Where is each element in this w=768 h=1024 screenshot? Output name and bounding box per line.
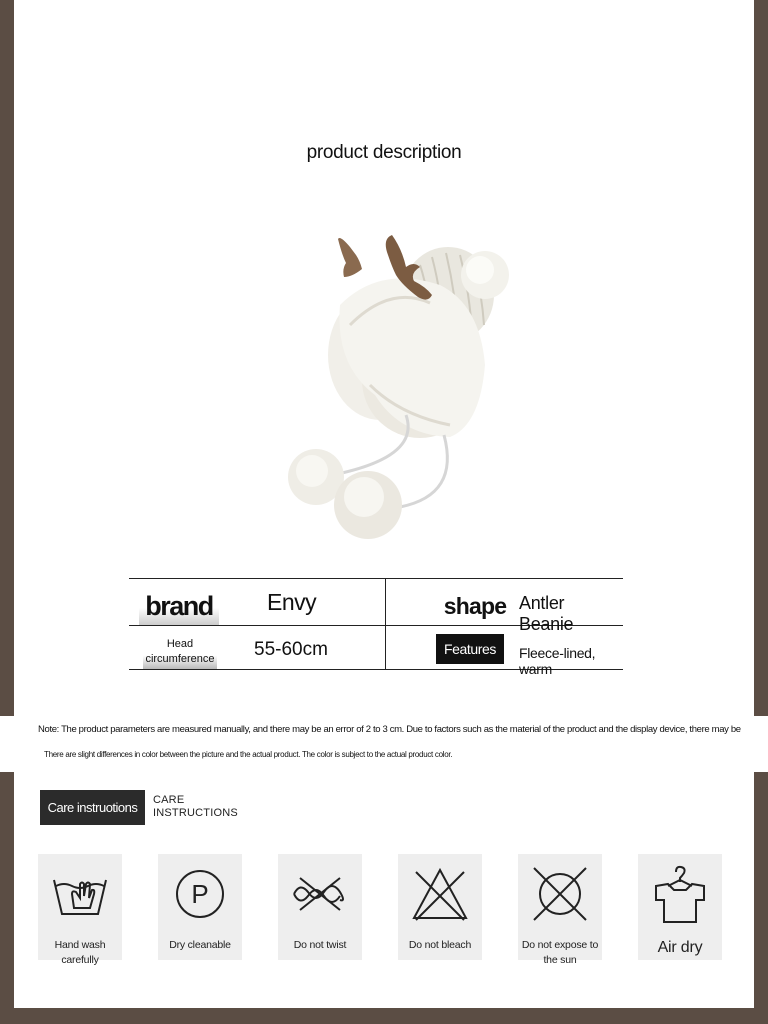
care-label-no-twist: Do not twist [293,939,347,951]
care-instructions-tag: Care instruotions [40,790,145,825]
shape-value: Antler Beanie [519,593,574,634]
brand-value: Envy [267,589,317,615]
care-label-dry-clean: Dry cleanable [169,939,231,951]
care-instructions-subtitle [153,794,238,820]
no-twist-icon [290,864,350,924]
no-bleach-icon [410,864,470,924]
head-circumference-label [143,635,217,669]
spec-table [129,578,623,677]
frame-bottom-border [0,1008,768,1024]
care-label-hand-wash: Hand wash carefully [54,939,106,966]
note-line-1: Note: The product parameters are measured manually, and there may be an error of 2 to 3 cm. Due to factors such as the material of the product and the display device, there may be [38,724,741,735]
care-card-no-twist [278,854,362,960]
dry-clean-icon [170,864,230,924]
care-card-no-bleach [398,854,482,960]
care-subtitle-line1: CARE [153,794,185,806]
care-label-no-sun: Do not expose to the sun [521,939,599,966]
features-value: Fleece-lined, warm [519,645,596,677]
brand-label: brand [139,587,219,625]
head-label-line2: circumference [145,653,215,665]
svg-text:P: P [191,879,209,909]
spec-divider-vertical [385,579,386,669]
page-title: product description [306,142,462,163]
head-label-line1: Head [166,638,194,650]
no-sun-icon [530,864,590,924]
product-image-antler-beanie [280,225,520,545]
care-card-dry-clean [158,854,242,960]
care-card-hand-wash [38,854,122,966]
air-dry-icon [650,864,710,924]
hand-wash-icon [50,864,110,924]
care-label-air-dry: Air dry [657,939,703,956]
care-card-no-sun [518,854,602,966]
care-label-no-bleach: Do not bleach [408,939,472,951]
features-label: Features [436,634,504,664]
head-circumference-value: 55-60cm [254,639,328,660]
shape-label: shape [443,592,507,619]
note-line-2: There are slight differences in color between the picture and the actual product. The color is subject to the actual product color. [44,750,453,759]
care-subtitle-line2: INSTRUCTIONS [153,807,238,819]
care-card-air-dry [638,854,722,960]
